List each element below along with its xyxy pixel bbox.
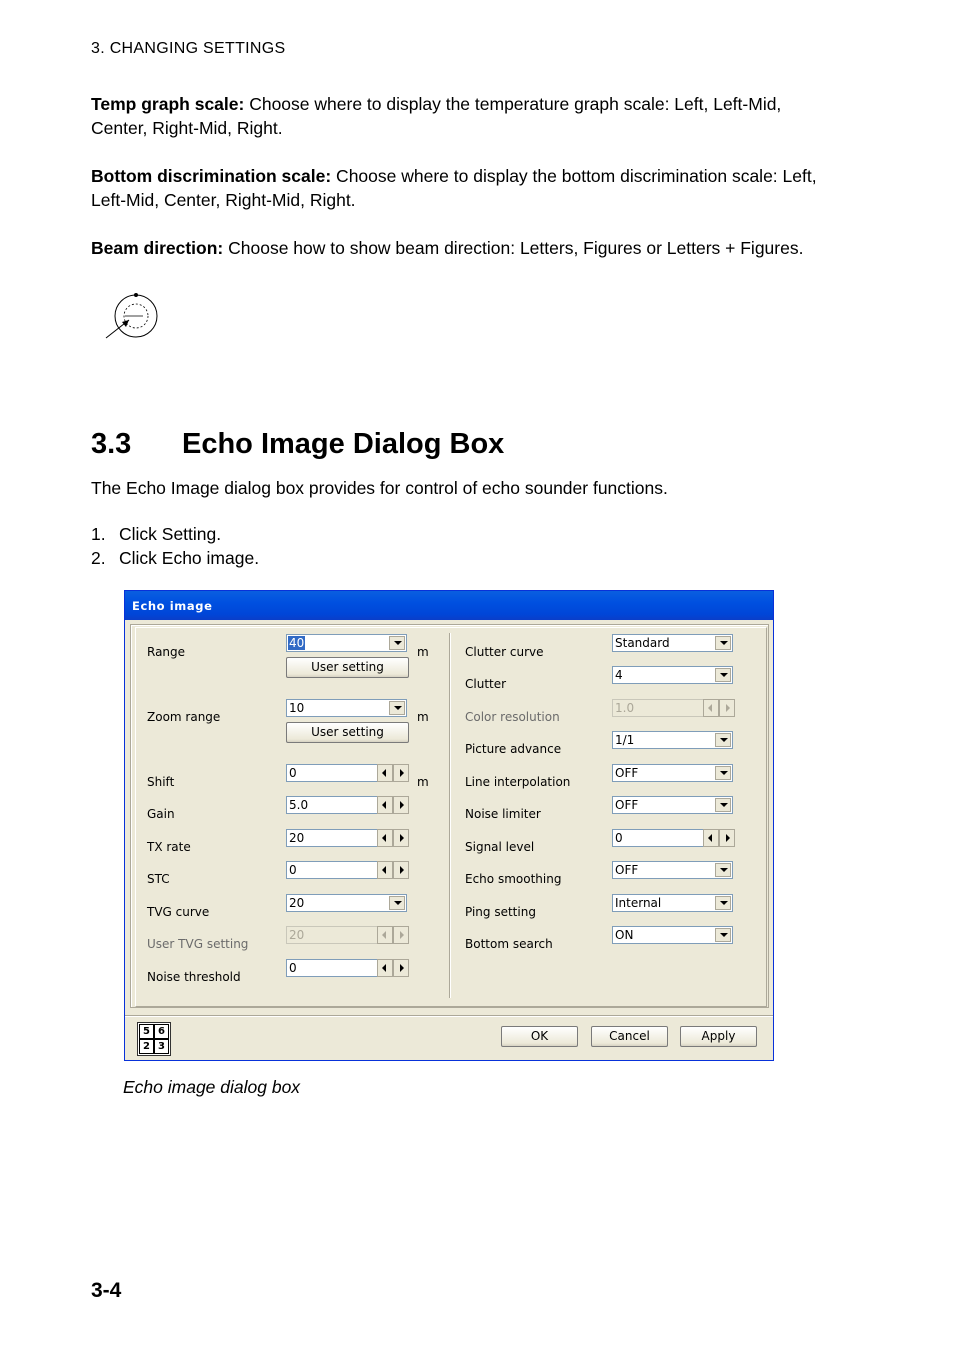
clutter-label: Clutter — [465, 677, 507, 691]
description: Choose where to display the bottom discrimination scale: Left, Left-Mid, Center, Right-Mid, Right. — [91, 166, 817, 210]
zoom-range-dropdown[interactable] — [286, 699, 407, 717]
stc-label: STC — [147, 872, 170, 886]
tx-rate-spinbox[interactable] — [286, 829, 409, 847]
signal-level-spinbox[interactable] — [612, 829, 735, 847]
grid-cell: 2 — [139, 1039, 154, 1054]
chevron-down-icon[interactable] — [389, 636, 405, 650]
arrow-left-icon[interactable] — [377, 764, 393, 782]
range-label: Range — [147, 645, 186, 659]
zoom-range-label: Zoom range — [147, 710, 221, 724]
picture-advance-label: Picture advance — [465, 742, 562, 756]
grid-cell: 3 — [154, 1039, 169, 1054]
value: 40 — [289, 636, 305, 650]
page-number: 3-4 — [91, 1279, 122, 1302]
arrow-right-icon[interactable] — [719, 829, 735, 847]
chevron-down-icon[interactable] — [715, 733, 731, 747]
section-title-text: Echo Image Dialog Box — [182, 428, 505, 460]
arrow-left-icon[interactable] — [703, 829, 719, 847]
value: Standard — [615, 636, 670, 650]
ok-button[interactable]: OK — [501, 1026, 578, 1047]
value: OFF — [615, 863, 639, 877]
step-number: 1. — [91, 524, 106, 544]
grid-cell: 6 — [154, 1024, 169, 1039]
arrow-right-icon — [719, 699, 735, 717]
unit-label: m — [417, 645, 429, 659]
running-head: 3. CHANGING SETTINGS — [91, 40, 286, 57]
arrow-right-icon[interactable] — [393, 796, 409, 814]
value: 0 — [289, 961, 297, 975]
description: Choose where to display the temperature graph scale: Left, Left-Mid, Center, Right-Mid, Right. — [91, 94, 782, 138]
value: Internal — [615, 896, 662, 910]
value: 20 — [289, 896, 305, 910]
echo-image-dialog — [124, 590, 774, 1061]
chevron-down-icon[interactable] — [715, 863, 731, 877]
line-interpolation-label: Line interpolation — [465, 775, 571, 789]
arrow-right-icon[interactable] — [393, 764, 409, 782]
color-resolution-label: Color resolution — [465, 710, 560, 724]
paragraph-bottom-discrimination-scale — [91, 164, 831, 212]
gain-spinbox[interactable] — [286, 796, 409, 814]
arrow-right-icon[interactable] — [393, 959, 409, 977]
tvg-curve-label: TVG curve — [147, 905, 210, 919]
step-number: 2. — [91, 548, 106, 568]
description: Choose how to show beam direction: Letters, Figures or Letters + Figures. — [223, 238, 804, 258]
bottom-search-dropdown[interactable] — [612, 926, 733, 944]
clutter-curve-label: Clutter curve — [465, 645, 544, 659]
section-number: 3.3 — [91, 428, 132, 460]
picture-advance-dropdown[interactable] — [612, 731, 733, 749]
chevron-down-icon[interactable] — [389, 701, 405, 715]
column-divider — [449, 633, 450, 998]
user-tvg-setting-label: User TVG setting — [147, 937, 249, 951]
value: OFF — [615, 798, 639, 812]
shift-label: Shift — [147, 775, 175, 789]
value: 1.0 — [615, 701, 635, 715]
range-dropdown[interactable] — [286, 634, 407, 652]
beam-direction-icon — [103, 290, 163, 342]
echo-smoothing-label: Echo smoothing — [465, 872, 562, 886]
signal-level-label: Signal level — [465, 840, 535, 854]
zoom-range-user-setting-button[interactable]: User setting — [286, 722, 409, 743]
step-text: Click Echo image. — [119, 548, 260, 568]
dialog-titlebar[interactable] — [125, 591, 773, 620]
ping-setting-dropdown[interactable] — [612, 894, 733, 912]
arrow-right-icon — [393, 926, 409, 944]
value: 4 — [615, 668, 623, 682]
unit-label: m — [417, 710, 429, 724]
noise-limiter-dropdown[interactable] — [612, 796, 733, 814]
paragraph-temp-graph-scale — [91, 92, 831, 140]
chevron-down-icon[interactable] — [715, 798, 731, 812]
value: 0 — [289, 863, 297, 877]
ping-setting-label: Ping setting — [465, 905, 536, 919]
value: 0 — [289, 766, 297, 780]
settings-panel — [130, 624, 769, 1008]
arrow-left-icon[interactable] — [377, 861, 393, 879]
noise-threshold-label: Noise threshold — [147, 970, 241, 984]
section-title — [91, 428, 504, 461]
value: 1/1 — [615, 733, 635, 747]
chevron-down-icon[interactable] — [715, 668, 731, 682]
term: Bottom discrimination scale: — [91, 166, 332, 186]
arrow-left-icon[interactable] — [377, 796, 393, 814]
noise-limiter-label: Noise limiter — [465, 807, 541, 821]
section-intro: The Echo Image dialog box provides for control of echo sounder functions. — [91, 478, 668, 498]
value: OFF — [615, 766, 639, 780]
noise-threshold-spinbox[interactable] — [286, 959, 409, 977]
echo-smoothing-dropdown[interactable] — [612, 861, 733, 879]
stc-spinbox[interactable] — [286, 861, 409, 879]
cancel-button[interactable]: Cancel — [591, 1026, 668, 1047]
arrow-left-icon[interactable] — [377, 959, 393, 977]
arrow-left-icon — [377, 926, 393, 944]
value: 20 — [289, 928, 305, 942]
value: ON — [615, 928, 634, 942]
clutter-curve-dropdown[interactable] — [612, 634, 733, 652]
line-interpolation-dropdown[interactable] — [612, 764, 733, 782]
dialog-title: Echo image — [132, 599, 213, 613]
step-1 — [91, 524, 221, 545]
gain-label: Gain — [147, 807, 175, 821]
bottom-search-label: Bottom search — [465, 937, 553, 951]
term: Temp graph scale: — [91, 94, 245, 114]
grid-cell: 5 — [139, 1024, 154, 1039]
value: 0 — [615, 831, 623, 845]
value: 20 — [289, 831, 305, 845]
chevron-down-icon[interactable] — [715, 636, 731, 650]
arrow-left-icon — [703, 699, 719, 717]
footer-divider — [125, 1015, 773, 1016]
numeric-grid-icon[interactable] — [137, 1022, 171, 1056]
arrow-right-icon[interactable] — [393, 829, 409, 847]
paragraph-beam-direction — [91, 236, 831, 260]
step-text: Click Setting. — [119, 524, 222, 544]
range-user-setting-button[interactable]: User setting — [286, 657, 409, 678]
unit-label: m — [417, 775, 429, 789]
user-tvg-setting-spinbox — [286, 926, 409, 944]
chevron-down-icon[interactable] — [715, 928, 731, 942]
color-resolution-spinbox — [612, 699, 735, 717]
tvg-curve-dropdown[interactable] — [286, 894, 407, 912]
arrow-right-icon[interactable] — [393, 861, 409, 879]
chevron-down-icon[interactable] — [715, 896, 731, 910]
clutter-dropdown[interactable] — [612, 666, 733, 684]
value: 5.0 — [289, 798, 309, 812]
value: 10 — [289, 701, 305, 715]
chevron-down-icon[interactable] — [389, 896, 405, 910]
tx-rate-label: TX rate — [147, 840, 191, 854]
figure-caption: Echo image dialog box — [123, 1077, 301, 1097]
arrow-left-icon[interactable] — [377, 829, 393, 847]
term: Beam direction: — [91, 238, 224, 258]
apply-button[interactable]: Apply — [680, 1026, 757, 1047]
step-2 — [91, 548, 259, 569]
shift-spinbox[interactable] — [286, 764, 409, 782]
chevron-down-icon[interactable] — [715, 766, 731, 780]
